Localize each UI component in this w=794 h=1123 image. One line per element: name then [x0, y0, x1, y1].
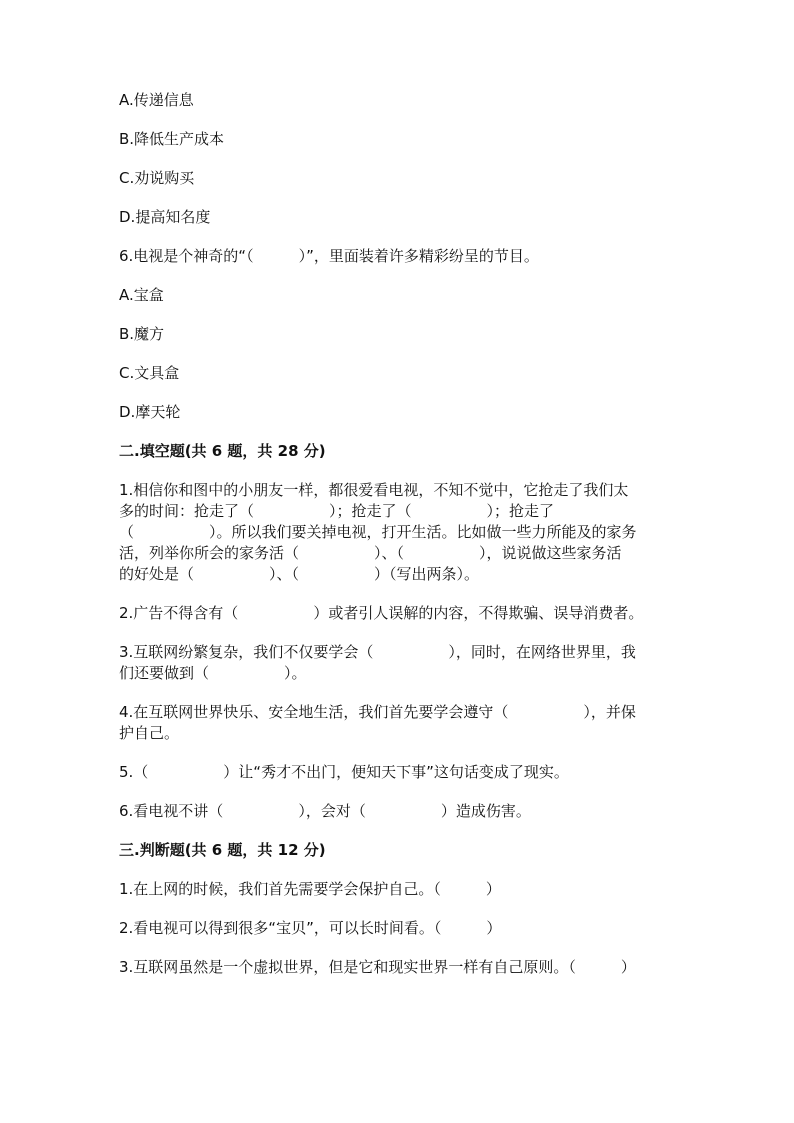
- question-line: 1.相信你和图中的小朋友一样，都很爱看电视，不知不觉中，它抢走了我们太: [119, 481, 629, 499]
- option-c: C.劝说购买: [119, 169, 195, 187]
- fill-question-1: [119, 480, 679, 585]
- q6-option-a: A.宝盒: [119, 286, 164, 304]
- option-a: A.传递信息: [119, 91, 194, 109]
- judge-question-3: 3.互联网虽然是一个虚拟世界，但是它和现实世界一样有自己原则。（ ）: [119, 958, 636, 976]
- section-title-true-false: 三.判断题(共 6 题，共 12 分): [119, 841, 326, 859]
- fill-question-5: [119, 762, 679, 783]
- question-line: 5.（ ）让“秀才不出门，便知天下事”这句话变成了现实。: [119, 763, 569, 781]
- question-line: 3.互联网纷繁复杂，我们不仅要学会（ ），同时，在网络世界里，我: [119, 643, 636, 661]
- question-line: 多的时间：抢走了（ ）；抢走了（ ）；抢走了: [119, 502, 555, 520]
- question-line: 活，列举你所会的家务活（ ）、（ ），说说做这些家务活: [119, 544, 622, 562]
- question-line: 的好处是（ ）、（ ）（写出两条）。: [119, 565, 480, 583]
- question-line: （ ）。所以我们要关掉电视，打开生活。比如做一些力所能及的家务: [119, 523, 637, 541]
- question-line: 护自己。: [119, 724, 180, 742]
- fill-question-3: [119, 642, 679, 684]
- judge-question-2: 2.看电视可以得到很多“宝贝”，可以长时间看。（ ）: [119, 919, 502, 937]
- judge-question-1: 1.在上网的时候，我们首先需要学会保护自己。（ ）: [119, 880, 501, 898]
- fill-question-2: [119, 603, 679, 624]
- section-title-fill-in: 二.填空题(共 6 题，共 28 分): [119, 442, 326, 460]
- exam-page: [119, 90, 679, 996]
- question-line: 们还要做到（ ）。: [119, 664, 307, 682]
- q6-option-c: C.文具盒: [119, 364, 180, 382]
- fill-question-4: [119, 702, 679, 744]
- question-line: 4.在互联网世界快乐、安全地生活，我们首先要学会遵守（ ），并保: [119, 703, 636, 721]
- question-line: 2.广告不得含有（ ）或者引人误解的内容，不得欺骗、误导消费者。: [119, 604, 644, 622]
- question-line: 6.看电视不讲（ ），会对（ ）造成伤害。: [119, 802, 531, 820]
- option-d: D.提高知名度: [119, 208, 211, 226]
- question-6: 6.电视是个神奇的“（ ）”，里面装着许多精彩纷呈的节目。: [119, 247, 539, 265]
- q6-option-d: D.摩天轮: [119, 403, 181, 421]
- fill-question-6: [119, 801, 679, 822]
- option-b: B.降低生产成本: [119, 130, 225, 148]
- q6-option-b: B.魔方: [119, 325, 165, 343]
